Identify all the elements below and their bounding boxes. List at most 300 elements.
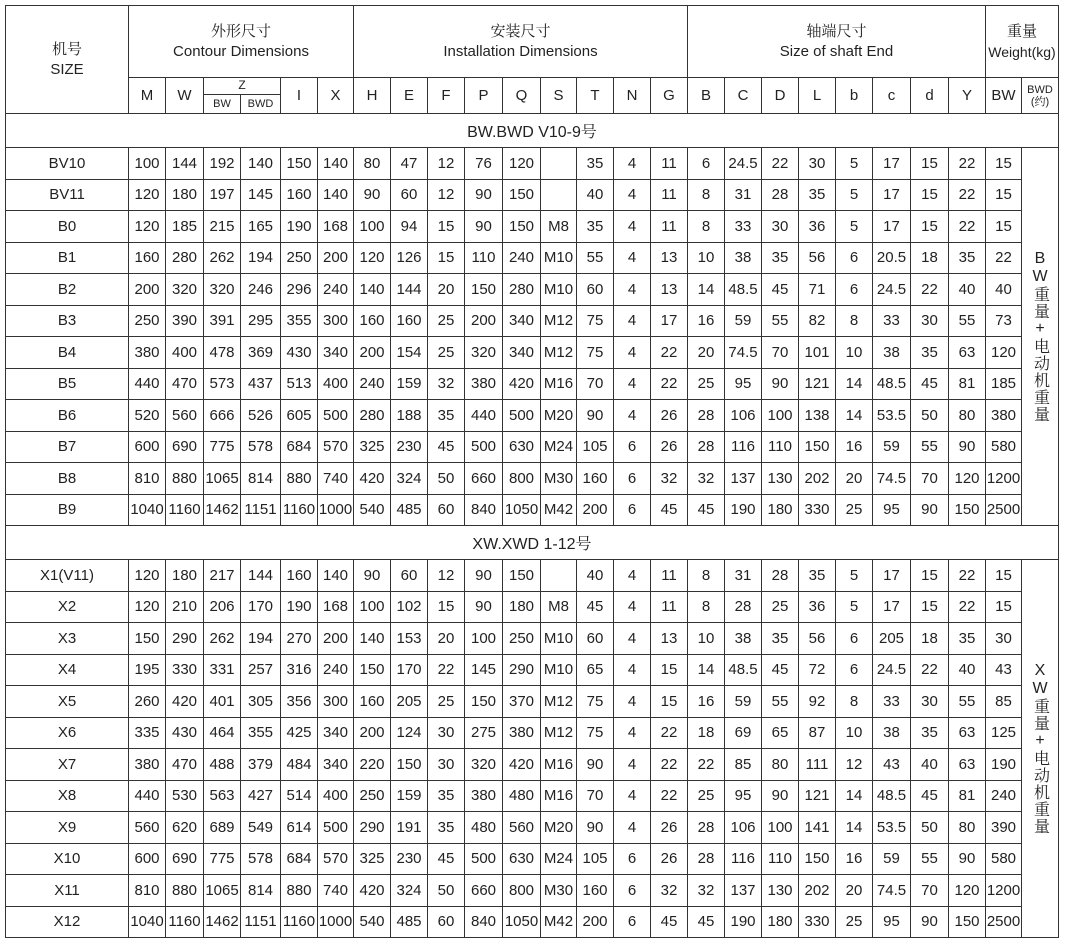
value-cell: 170 bbox=[391, 654, 428, 686]
value-cell: 250 bbox=[129, 305, 166, 337]
value-cell: 15 bbox=[651, 686, 688, 718]
value-cell: 1151 bbox=[241, 494, 281, 526]
value-cell: 14 bbox=[688, 654, 725, 686]
value-cell: 32 bbox=[428, 368, 465, 400]
value-cell: 10 bbox=[688, 623, 725, 655]
value-cell: 190 bbox=[281, 591, 318, 623]
value-cell: 190 bbox=[725, 906, 762, 938]
value-cell: 1040 bbox=[129, 494, 166, 526]
value-cell: 15 bbox=[986, 211, 1022, 243]
value-cell: 5 bbox=[836, 591, 873, 623]
value-cell: M30 bbox=[541, 875, 577, 907]
value-cell: 55 bbox=[911, 843, 949, 875]
value-cell: 430 bbox=[281, 337, 318, 369]
value-cell: 60 bbox=[577, 623, 614, 655]
size-cell: X10 bbox=[6, 843, 129, 875]
value-cell: 50 bbox=[428, 463, 465, 495]
value-cell: 130 bbox=[762, 463, 799, 495]
value-cell: 684 bbox=[281, 431, 318, 463]
value-cell: 740 bbox=[318, 463, 354, 495]
value-cell: 280 bbox=[166, 242, 204, 274]
value-cell: 25 bbox=[836, 906, 873, 938]
contour-header-en: Contour Dimensions bbox=[173, 42, 309, 60]
value-cell: 125 bbox=[986, 717, 1022, 749]
value-cell: 320 bbox=[465, 749, 503, 781]
value-cell: 1050 bbox=[503, 906, 541, 938]
value-cell: 4 bbox=[614, 242, 651, 274]
installation-header-en: Installation Dimensions bbox=[443, 42, 598, 60]
col-E: E bbox=[391, 78, 428, 114]
side-note: XW重量+电动机重量 bbox=[1022, 560, 1059, 938]
value-cell: 120 bbox=[129, 211, 166, 243]
value-cell: 22 bbox=[651, 717, 688, 749]
value-cell: 684 bbox=[281, 843, 318, 875]
col-T: T bbox=[577, 78, 614, 114]
value-cell: 325 bbox=[354, 843, 391, 875]
value-cell: 1200 bbox=[986, 463, 1022, 495]
value-cell: 22 bbox=[949, 211, 986, 243]
value-cell: 36 bbox=[799, 211, 836, 243]
value-cell: 95 bbox=[873, 906, 911, 938]
value-cell: 560 bbox=[129, 812, 166, 844]
value-cell: 137 bbox=[725, 875, 762, 907]
value-cell: M24 bbox=[541, 431, 577, 463]
value-cell: 165 bbox=[241, 211, 281, 243]
value-cell: 50 bbox=[428, 875, 465, 907]
value-cell: 20 bbox=[688, 337, 725, 369]
value-cell: 90 bbox=[762, 368, 799, 400]
section-title: BW.BWD V10-9号 bbox=[6, 114, 1059, 148]
value-cell: 25 bbox=[836, 494, 873, 526]
value-cell: 20 bbox=[836, 875, 873, 907]
value-cell: 6 bbox=[836, 242, 873, 274]
value-cell: 170 bbox=[241, 591, 281, 623]
value-cell: 65 bbox=[762, 717, 799, 749]
value-cell: 15 bbox=[651, 654, 688, 686]
value-cell: 1200 bbox=[986, 875, 1022, 907]
value-cell: 90 bbox=[911, 906, 949, 938]
value-cell: 202 bbox=[799, 875, 836, 907]
size-cell: X9 bbox=[6, 812, 129, 844]
value-cell: M20 bbox=[541, 812, 577, 844]
value-cell: 8 bbox=[836, 305, 873, 337]
value-cell: 25 bbox=[762, 591, 799, 623]
value-cell: 330 bbox=[799, 906, 836, 938]
value-cell: 425 bbox=[281, 717, 318, 749]
value-cell: M16 bbox=[541, 780, 577, 812]
value-cell: 666 bbox=[204, 400, 241, 432]
table-row bbox=[6, 368, 1059, 400]
value-cell: 159 bbox=[391, 368, 428, 400]
value-cell: 144 bbox=[391, 274, 428, 306]
section-title: XW.XWD 1-12号 bbox=[6, 526, 1059, 560]
value-cell: 55 bbox=[949, 305, 986, 337]
value-cell: 1040 bbox=[129, 906, 166, 938]
value-cell: 90 bbox=[911, 494, 949, 526]
value-cell: 90 bbox=[762, 780, 799, 812]
value-cell: 75 bbox=[577, 686, 614, 718]
value-cell: 74.5 bbox=[725, 337, 762, 369]
value-cell: 116 bbox=[725, 843, 762, 875]
size-cell: B4 bbox=[6, 337, 129, 369]
value-cell: 35 bbox=[911, 717, 949, 749]
value-cell: 43 bbox=[873, 749, 911, 781]
value-cell: 14 bbox=[836, 400, 873, 432]
value-cell: 6 bbox=[614, 463, 651, 495]
value-cell: 600 bbox=[129, 431, 166, 463]
value-cell: M10 bbox=[541, 654, 577, 686]
value-cell: 31 bbox=[725, 560, 762, 592]
value-cell: M12 bbox=[541, 686, 577, 718]
value-cell: 305 bbox=[241, 686, 281, 718]
value-cell: 76 bbox=[465, 148, 503, 180]
col-weight-BWD: BWD (约) bbox=[1022, 78, 1059, 114]
value-cell: 28 bbox=[762, 560, 799, 592]
size-cell: B5 bbox=[6, 368, 129, 400]
value-cell: 15 bbox=[986, 148, 1022, 180]
value-cell: 470 bbox=[166, 749, 204, 781]
value-cell: 90 bbox=[354, 560, 391, 592]
value-cell: 45 bbox=[651, 906, 688, 938]
value-cell: 22 bbox=[688, 749, 725, 781]
table-row bbox=[6, 337, 1059, 369]
value-cell: 355 bbox=[241, 717, 281, 749]
value-cell: 6 bbox=[614, 875, 651, 907]
value-cell: M8 bbox=[541, 211, 577, 243]
value-cell: 478 bbox=[204, 337, 241, 369]
value-cell: 45 bbox=[688, 906, 725, 938]
value-cell: M42 bbox=[541, 494, 577, 526]
value-cell: M10 bbox=[541, 623, 577, 655]
col-B: B bbox=[688, 78, 725, 114]
value-cell: 600 bbox=[129, 843, 166, 875]
value-cell: 570 bbox=[318, 431, 354, 463]
value-cell: 24.5 bbox=[725, 148, 762, 180]
size-cell: B1 bbox=[6, 242, 129, 274]
value-cell: 400 bbox=[166, 337, 204, 369]
value-cell: 75 bbox=[577, 305, 614, 337]
value-cell: 45 bbox=[428, 431, 465, 463]
size-cell: X3 bbox=[6, 623, 129, 655]
value-cell: 775 bbox=[204, 843, 241, 875]
value-cell: 70 bbox=[577, 368, 614, 400]
value-cell: 110 bbox=[465, 242, 503, 274]
value-cell: 4 bbox=[614, 368, 651, 400]
value-cell: 75 bbox=[577, 337, 614, 369]
value-cell: 31 bbox=[725, 179, 762, 211]
value-cell: 430 bbox=[166, 717, 204, 749]
value-cell: 20 bbox=[428, 274, 465, 306]
value-cell: 35 bbox=[428, 780, 465, 812]
value-cell: 689 bbox=[204, 812, 241, 844]
value-cell: 94 bbox=[391, 211, 428, 243]
value-cell: 370 bbox=[503, 686, 541, 718]
value-cell: 15 bbox=[428, 242, 465, 274]
value-cell: 140 bbox=[318, 560, 354, 592]
value-cell bbox=[541, 179, 577, 211]
value-cell: 660 bbox=[465, 463, 503, 495]
value-cell: 320 bbox=[465, 337, 503, 369]
value-cell: 230 bbox=[391, 843, 428, 875]
value-cell: 106 bbox=[725, 812, 762, 844]
value-cell: 60 bbox=[391, 179, 428, 211]
value-cell: 540 bbox=[354, 494, 391, 526]
value-cell: 72 bbox=[799, 654, 836, 686]
value-cell: 16 bbox=[688, 305, 725, 337]
size-cell: B8 bbox=[6, 463, 129, 495]
col-Z-BW: BW bbox=[204, 94, 241, 113]
value-cell: 194 bbox=[241, 623, 281, 655]
table-row bbox=[6, 179, 1059, 211]
col-M: M bbox=[129, 78, 166, 114]
value-cell: 6 bbox=[614, 906, 651, 938]
value-cell: 420 bbox=[166, 686, 204, 718]
value-cell: 195 bbox=[129, 654, 166, 686]
value-cell: 100 bbox=[762, 812, 799, 844]
value-cell: 120 bbox=[986, 337, 1022, 369]
size-cell: X8 bbox=[6, 780, 129, 812]
size-cell: B2 bbox=[6, 274, 129, 306]
value-cell: 4 bbox=[614, 686, 651, 718]
value-cell: 270 bbox=[281, 623, 318, 655]
col-S: S bbox=[541, 78, 577, 114]
value-cell: 33 bbox=[873, 686, 911, 718]
value-cell: 150 bbox=[949, 494, 986, 526]
value-cell: 185 bbox=[166, 211, 204, 243]
value-cell: 11 bbox=[651, 560, 688, 592]
value-cell: 275 bbox=[465, 717, 503, 749]
value-cell: 53.5 bbox=[873, 400, 911, 432]
value-cell: 24.5 bbox=[873, 654, 911, 686]
value-cell: 22 bbox=[651, 368, 688, 400]
value-cell: 200 bbox=[354, 337, 391, 369]
value-cell: 25 bbox=[688, 368, 725, 400]
value-cell: 330 bbox=[166, 654, 204, 686]
value-cell: 59 bbox=[873, 843, 911, 875]
table-row bbox=[6, 242, 1059, 274]
value-cell: 28 bbox=[688, 843, 725, 875]
value-cell: 17 bbox=[873, 591, 911, 623]
value-cell: 105 bbox=[577, 843, 614, 875]
value-cell: 500 bbox=[503, 400, 541, 432]
value-cell: 150 bbox=[281, 148, 318, 180]
value-cell: 160 bbox=[577, 875, 614, 907]
value-cell: 90 bbox=[465, 211, 503, 243]
value-cell: 2500 bbox=[986, 494, 1022, 526]
value-cell: 380 bbox=[129, 749, 166, 781]
value-cell: 324 bbox=[391, 875, 428, 907]
value-cell: 8 bbox=[688, 179, 725, 211]
value-cell: 230 bbox=[391, 431, 428, 463]
value-cell: 150 bbox=[799, 843, 836, 875]
value-cell: 356 bbox=[281, 686, 318, 718]
value-cell: 300 bbox=[318, 686, 354, 718]
table-row bbox=[6, 843, 1059, 875]
value-cell: 24.5 bbox=[873, 274, 911, 306]
value-cell: 4 bbox=[614, 623, 651, 655]
value-cell: 145 bbox=[465, 654, 503, 686]
value-cell: 45 bbox=[688, 494, 725, 526]
contour-header-cn: 外形尺寸 bbox=[210, 22, 271, 40]
size-cell: X2 bbox=[6, 591, 129, 623]
value-cell: 26 bbox=[651, 431, 688, 463]
size-cell: B6 bbox=[6, 400, 129, 432]
value-cell: 59 bbox=[725, 686, 762, 718]
shaft-header bbox=[688, 6, 986, 78]
value-cell: 22 bbox=[428, 654, 465, 686]
value-cell: 65 bbox=[577, 654, 614, 686]
col-weight-BW: BW bbox=[986, 78, 1022, 114]
value-cell: 240 bbox=[503, 242, 541, 274]
value-cell: 205 bbox=[391, 686, 428, 718]
value-cell: 140 bbox=[318, 148, 354, 180]
value-cell: 160 bbox=[391, 305, 428, 337]
value-cell: 280 bbox=[354, 400, 391, 432]
value-cell: 391 bbox=[204, 305, 241, 337]
value-cell: 380 bbox=[503, 717, 541, 749]
value-cell: 420 bbox=[503, 749, 541, 781]
value-cell: 295 bbox=[241, 305, 281, 337]
value-cell: 81 bbox=[949, 368, 986, 400]
value-cell: 45 bbox=[762, 274, 799, 306]
value-cell: 260 bbox=[129, 686, 166, 718]
value-cell: 80 bbox=[762, 749, 799, 781]
value-cell: 15 bbox=[428, 591, 465, 623]
value-cell: 800 bbox=[503, 875, 541, 907]
value-cell: 15 bbox=[986, 179, 1022, 211]
table-row bbox=[6, 560, 1059, 592]
value-cell: 121 bbox=[799, 368, 836, 400]
value-cell: 488 bbox=[204, 749, 241, 781]
value-cell: 1000 bbox=[318, 494, 354, 526]
value-cell: 30 bbox=[986, 623, 1022, 655]
value-cell: 154 bbox=[391, 337, 428, 369]
value-cell: M30 bbox=[541, 463, 577, 495]
size-cell: B7 bbox=[6, 431, 129, 463]
value-cell: 25 bbox=[428, 686, 465, 718]
shaft-header-cn: 轴端尺寸 bbox=[806, 22, 867, 40]
value-cell: 80 bbox=[949, 812, 986, 844]
value-cell: 1160 bbox=[281, 906, 318, 938]
value-cell: 4 bbox=[614, 179, 651, 211]
value-cell: 45 bbox=[762, 654, 799, 686]
value-cell: 150 bbox=[465, 274, 503, 306]
value-cell: 578 bbox=[241, 431, 281, 463]
value-cell: 18 bbox=[911, 242, 949, 274]
weight-header bbox=[986, 6, 1059, 78]
col-Y: Y bbox=[949, 78, 986, 114]
value-cell: 26 bbox=[651, 812, 688, 844]
value-cell: 30 bbox=[911, 305, 949, 337]
table-row bbox=[6, 717, 1059, 749]
value-cell: 30 bbox=[428, 717, 465, 749]
value-cell: 563 bbox=[204, 780, 241, 812]
value-cell: 484 bbox=[281, 749, 318, 781]
value-cell: 15 bbox=[911, 211, 949, 243]
value-cell: 630 bbox=[503, 843, 541, 875]
value-cell: 26 bbox=[651, 843, 688, 875]
value-cell: 100 bbox=[354, 211, 391, 243]
value-cell: 380 bbox=[129, 337, 166, 369]
value-cell bbox=[541, 148, 577, 180]
value-cell: 100 bbox=[129, 148, 166, 180]
value-cell: 1160 bbox=[166, 494, 204, 526]
value-cell: 32 bbox=[651, 875, 688, 907]
value-cell: 70 bbox=[577, 780, 614, 812]
value-cell: 4 bbox=[614, 560, 651, 592]
value-cell: 56 bbox=[799, 623, 836, 655]
value-cell: 4 bbox=[614, 812, 651, 844]
value-cell: 45 bbox=[651, 494, 688, 526]
value-cell: 150 bbox=[391, 749, 428, 781]
col-F: F bbox=[428, 78, 465, 114]
value-cell: 150 bbox=[949, 906, 986, 938]
value-cell: 296 bbox=[281, 274, 318, 306]
value-cell: 28 bbox=[762, 179, 799, 211]
value-cell: 6 bbox=[614, 494, 651, 526]
value-cell: 40 bbox=[986, 274, 1022, 306]
value-cell: 22 bbox=[762, 148, 799, 180]
value-cell: 25 bbox=[688, 780, 725, 812]
value-cell: 500 bbox=[465, 431, 503, 463]
table-row bbox=[6, 749, 1059, 781]
value-cell: 116 bbox=[725, 431, 762, 463]
size-cell: X5 bbox=[6, 686, 129, 718]
value-cell: 12 bbox=[428, 560, 465, 592]
value-cell: 520 bbox=[129, 400, 166, 432]
value-cell: 150 bbox=[503, 211, 541, 243]
value-cell: 90 bbox=[949, 431, 986, 463]
value-cell: 8 bbox=[688, 560, 725, 592]
value-cell: 160 bbox=[281, 179, 318, 211]
value-cell: 28 bbox=[688, 431, 725, 463]
size-cell: X11 bbox=[6, 875, 129, 907]
value-cell: 60 bbox=[428, 906, 465, 938]
value-cell: 47 bbox=[391, 148, 428, 180]
section-title-row bbox=[6, 526, 1059, 560]
value-cell: 20.5 bbox=[873, 242, 911, 274]
value-cell: 50 bbox=[911, 400, 949, 432]
value-cell: 335 bbox=[129, 717, 166, 749]
value-cell: 580 bbox=[986, 431, 1022, 463]
value-cell: 74.5 bbox=[873, 875, 911, 907]
table-row bbox=[6, 623, 1059, 655]
value-cell: 380 bbox=[986, 400, 1022, 432]
value-cell: 4 bbox=[614, 211, 651, 243]
value-cell: 4 bbox=[614, 717, 651, 749]
value-cell: 130 bbox=[762, 875, 799, 907]
value-cell: 262 bbox=[204, 623, 241, 655]
value-cell: 92 bbox=[799, 686, 836, 718]
value-cell: 180 bbox=[503, 591, 541, 623]
value-cell: 840 bbox=[465, 906, 503, 938]
value-cell: 40 bbox=[949, 274, 986, 306]
value-cell: 17 bbox=[873, 148, 911, 180]
value-cell: 137 bbox=[725, 463, 762, 495]
value-cell: 168 bbox=[318, 211, 354, 243]
value-cell: 205 bbox=[873, 623, 911, 655]
value-cell: 340 bbox=[318, 749, 354, 781]
value-cell: M24 bbox=[541, 843, 577, 875]
col-C: C bbox=[725, 78, 762, 114]
col-W: W bbox=[166, 78, 204, 114]
weight-header-cn: 重量 bbox=[1006, 22, 1037, 40]
value-cell: 11 bbox=[651, 211, 688, 243]
value-cell: 26 bbox=[651, 400, 688, 432]
value-cell: 55 bbox=[949, 686, 986, 718]
value-cell: 90 bbox=[577, 749, 614, 781]
value-cell: 570 bbox=[318, 843, 354, 875]
